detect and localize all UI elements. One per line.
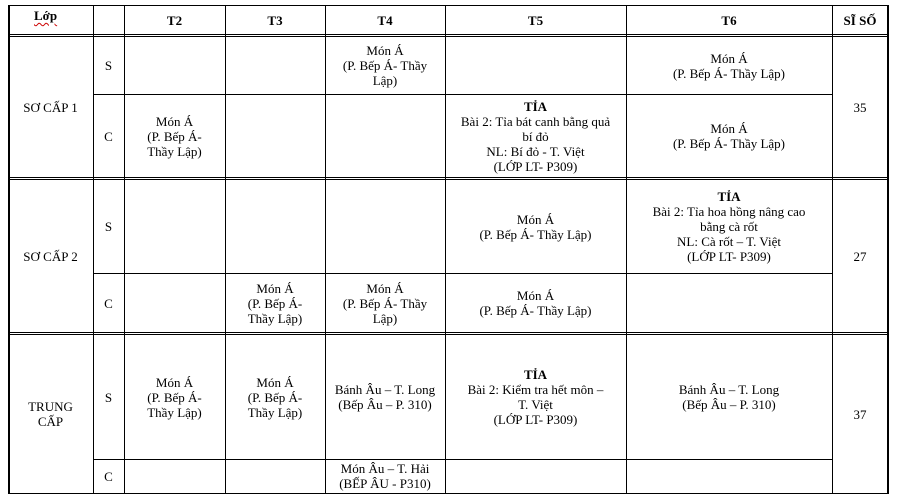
cell-line: (P. Bếp Á- Thầy Lập) — [672, 136, 786, 151]
cell-line: Món Á — [155, 374, 194, 390]
cell-line: (LỚP LT- P309) — [493, 412, 578, 427]
schedule-cell — [225, 273, 325, 333]
cell-line: Bánh Âu – T. Long — [678, 382, 780, 397]
grid-line — [8, 493, 888, 494]
grid-line — [124, 5, 125, 494]
cell-line: Lập) — [372, 73, 398, 88]
cell-line: Món Á — [256, 374, 294, 390]
header-lop — [8, 5, 93, 35]
grid-line — [325, 5, 326, 494]
header-t5 — [445, 5, 626, 35]
session-cell — [93, 37, 124, 94]
class-si-so — [832, 335, 888, 493]
grid-line — [93, 459, 832, 460]
session-label: C — [104, 128, 113, 144]
header-t6-label: T6 — [721, 12, 737, 28]
schedule-cell — [325, 273, 445, 333]
class-name — [8, 335, 93, 493]
cell-line: (P. Bếp Á- Thầy Lập) — [672, 65, 786, 81]
cell-line: (P. Bếp Á- Thầy — [342, 58, 428, 73]
class-name — [8, 180, 93, 333]
header-t3 — [225, 5, 325, 35]
cell-line: (P. Bếp Á- — [247, 389, 303, 405]
cell-line: NL: Cà rốt – T. Việt — [677, 234, 781, 249]
session-label: C — [104, 295, 113, 311]
grid-line — [8, 5, 10, 494]
subject-title: TỈA — [717, 189, 741, 204]
cell-line: NL: Bí đỏ - T. Việt — [486, 143, 585, 159]
cell-line: (P. Bếp Á- — [147, 128, 202, 144]
header-t5-label: T5 — [527, 12, 544, 28]
cell-line: T. Việt — [518, 397, 553, 412]
si-so-value: 27 — [853, 249, 867, 264]
cell-line: Món Á — [710, 121, 748, 136]
cell-line: bằng cà rốt — [700, 219, 758, 234]
class-si-so — [832, 37, 888, 178]
grid-line — [445, 5, 446, 494]
cell-line: Lập) — [372, 310, 398, 326]
schedule-cell — [626, 94, 832, 178]
session-cell — [93, 459, 124, 493]
session-label: S — [104, 219, 113, 234]
grid-line — [8, 34, 888, 37]
cell-line: (P. Bếp Á- — [147, 389, 202, 405]
header-t4 — [325, 5, 445, 35]
cell-line: bí đỏ — [522, 128, 549, 144]
cell-line: Món Á — [366, 43, 404, 58]
schedule-cell — [445, 273, 626, 333]
grid-line — [8, 177, 888, 180]
header-si-so — [832, 5, 888, 35]
grid-line — [832, 5, 833, 494]
cell-line: Món Á — [155, 113, 194, 129]
cell-line: (P. Bếp Á- Thầy Lập) — [479, 226, 592, 242]
cell-line: Bánh Âu – T. Long — [334, 382, 436, 397]
grid-line — [93, 273, 832, 274]
grid-line — [626, 5, 627, 494]
cell-line: Món Âu – T. Hải — [340, 461, 430, 476]
header-session-blank — [93, 5, 124, 35]
session-label: S — [104, 58, 113, 73]
session-cell — [93, 273, 124, 333]
grid-line — [93, 5, 94, 494]
class-name-label: SƠ CẤP 2 — [23, 249, 78, 264]
cell-line: Món Á — [516, 211, 555, 227]
session-cell — [93, 180, 124, 273]
session-label: C — [104, 468, 113, 484]
schedule-cell — [445, 335, 626, 459]
cell-line: (P. Bếp Á- Thầy — [342, 295, 428, 311]
schedule-cell — [124, 335, 225, 459]
schedule-cell — [445, 180, 626, 273]
class-name — [8, 37, 93, 178]
schedule-cell — [325, 335, 445, 459]
class-si-so — [832, 180, 888, 333]
cell-line: (LỚP LT- P309) — [493, 158, 578, 174]
cell-line: (BẾP ÂU - P310) — [339, 476, 431, 491]
grid-line — [93, 94, 832, 95]
class-name-label: SƠ CẤP 1 — [23, 100, 78, 115]
cell-line: Thầy Lập) — [247, 404, 303, 420]
cell-line: Bài 2: Tỉa hoa hồng nâng cao — [652, 204, 806, 219]
session-label: S — [104, 389, 113, 405]
header-t6 — [626, 5, 832, 35]
cell-line: (Bếp Âu – P. 310) — [682, 397, 776, 412]
header-t4-label: T4 — [377, 12, 393, 28]
cell-line: Món Á — [710, 50, 748, 66]
cell-line: Món Á — [366, 280, 404, 296]
subject-title: TỈA — [523, 98, 548, 114]
cell-line: (Bếp Âu – P. 310) — [338, 397, 432, 412]
grid-line — [8, 332, 888, 335]
schedule-cell — [124, 94, 225, 178]
cell-line: Thầy Lập) — [147, 404, 202, 420]
cell-line: Món Á — [256, 280, 294, 296]
session-cell — [93, 94, 124, 178]
cell-line: Bài 2: Kiểm tra hết môn – — [467, 382, 604, 397]
grid-line — [225, 5, 226, 494]
header-t2 — [124, 5, 225, 35]
cell-line: Thầy Lập) — [247, 310, 303, 326]
cell-line: Thầy Lập) — [147, 143, 202, 159]
cell-line: (LỚP LT- P309) — [687, 249, 771, 264]
schedule-cell — [325, 37, 445, 94]
grid-line — [8, 5, 888, 6]
si-so-value: 37 — [853, 406, 867, 422]
schedule-cell — [626, 335, 832, 459]
cell-line: Món Á — [516, 288, 555, 303]
si-so-value: 35 — [853, 100, 867, 115]
header-t3-label: T3 — [267, 12, 283, 28]
class-name-label: TRUNG CẤP — [28, 399, 73, 429]
cell-line: (P. Bếp Á- Thầy Lập) — [479, 303, 592, 318]
schedule-cell — [225, 335, 325, 459]
header-lop-label: Lớp — [34, 8, 58, 23]
cell-line: (P. Bếp Á- — [247, 295, 303, 311]
header-t2-label: T2 — [166, 12, 183, 28]
grid-line — [887, 5, 889, 494]
schedule-cell — [626, 37, 832, 94]
subject-title: TỈA — [523, 367, 548, 382]
schedule-cell — [325, 459, 445, 493]
schedule-cell — [626, 180, 832, 273]
header-si-so-label: SĨ SỐ — [843, 12, 877, 28]
cell-line: Bài 2: Tỉa bát canh bằng quả — [460, 113, 611, 129]
session-cell — [93, 335, 124, 459]
schedule-cell — [445, 94, 626, 178]
